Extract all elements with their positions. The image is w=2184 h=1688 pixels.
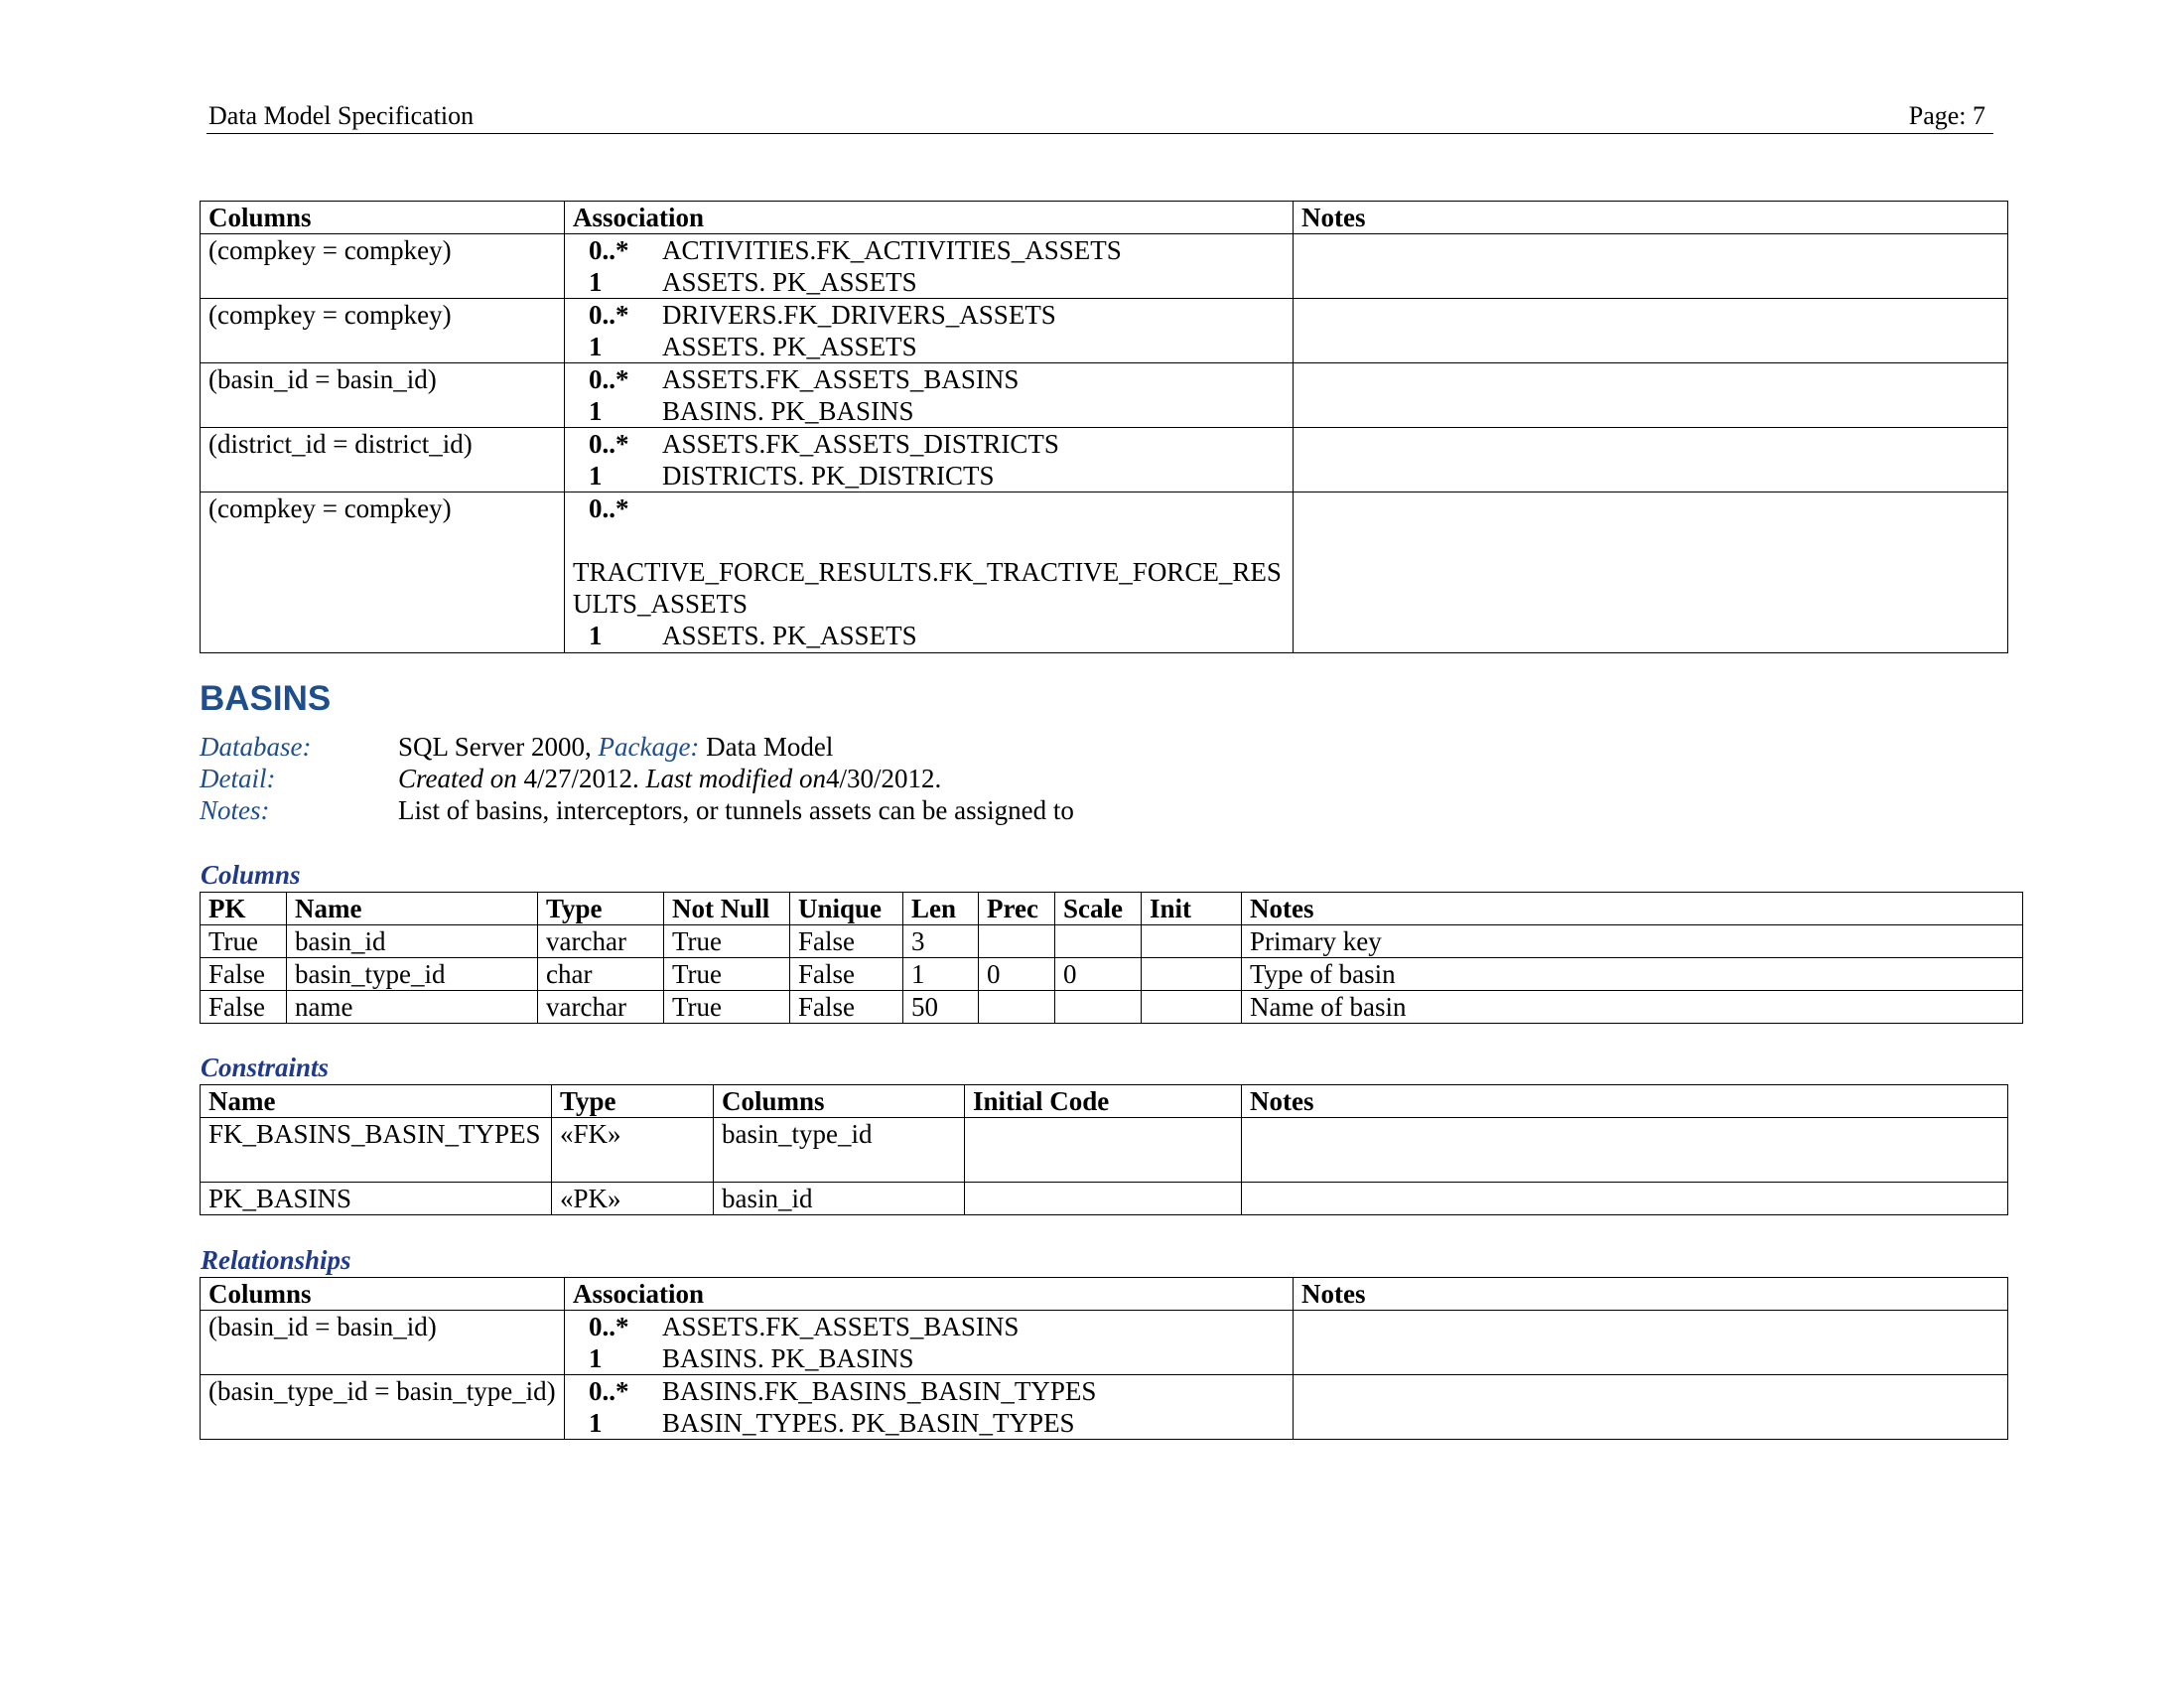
relationship-notes [1294,234,2008,299]
relationship-notes [1294,1311,2008,1375]
table-cell: True [664,958,790,991]
column-header: Name [287,893,538,925]
association-name: ASSETS. PK_ASSETS [662,621,917,650]
columns-table [200,892,2023,1024]
table-cell [1242,1118,2008,1183]
relationship-columns: (basin_id = basin_id) [201,1311,565,1375]
relationship-association [565,428,1294,492]
table-row [201,428,2008,492]
association-name: TRACTIVE_FORCE_RESULTS.FK_TRACTIVE_FORCE_RESULTS_ASSETS [573,557,1282,619]
multiplicity: 0..* [589,493,629,523]
association-name: ASSETS.FK_ASSETS_DISTRICTS [662,429,1059,459]
relationship-notes [1294,299,2008,363]
table-cell: varchar [538,925,664,958]
table-cell: FK_BASINS_BASIN_TYPES [201,1118,552,1183]
table-row [201,991,2023,1024]
multiplicity: 1 [589,267,603,297]
table-cell [979,925,1055,958]
column-header: Name [201,1085,552,1118]
association-name: ACTIVITIES.FK_ACTIVITIES_ASSETS [662,235,1122,265]
relationship-columns: (basin_id = basin_id) [201,363,565,428]
table-cell: Primary key [1242,925,2023,958]
detail-label: Detail: [200,764,276,793]
column-header: Columns [201,202,565,234]
association-name: ASSETS. PK_ASSETS [662,332,917,361]
column-header: Len [903,893,979,925]
created-label: Created on [398,764,517,793]
relationship-association [565,1375,1294,1440]
relationship-association [565,234,1294,299]
table-metadata [200,731,1074,826]
notes-value: List of basins, interceptors, or tunnels assets can be assigned to [398,795,1074,825]
table-row [201,925,2023,958]
column-header: Notes [1242,893,2023,925]
table-cell [1142,925,1242,958]
column-header: Columns [201,1278,565,1311]
column-header: Scale [1055,893,1142,925]
column-header: Initial Code [965,1085,1242,1118]
table-cell [965,1118,1242,1183]
top-relationships-table [200,201,2008,653]
table-cell: varchar [538,991,664,1024]
relationship-association [565,1311,1294,1375]
column-header: Association [565,1278,1294,1311]
multiplicity: 0..* [589,429,629,459]
columns-heading: Columns [201,860,301,890]
created-value: 4/27/2012. [516,764,646,793]
table-header-row [201,1085,2008,1118]
column-header: Unique [790,893,903,925]
column-header: Type [552,1085,714,1118]
table-row [201,363,2008,428]
column-header: Columns [714,1085,965,1118]
table-header-row [201,202,2008,234]
table-cell [979,991,1055,1024]
column-header: Prec [979,893,1055,925]
constraints-table [200,1084,2008,1215]
table-row [201,958,2023,991]
detail-row [200,763,1074,794]
multiplicity: 0..* [589,300,629,330]
table-cell: name [287,991,538,1024]
multiplicity: 0..* [589,235,629,265]
table-cell: False [201,958,287,991]
table-cell: False [201,991,287,1024]
table-cell: Name of basin [1242,991,2023,1024]
table-header-row [201,893,2023,925]
table-row [201,1183,2008,1215]
table-cell: «PK» [552,1183,714,1215]
table-cell: Type of basin [1242,958,2023,991]
table-cell: 0 [1055,958,1142,991]
table-cell [1142,958,1242,991]
table-cell: basin_type_id [287,958,538,991]
relationship-notes [1294,428,2008,492]
table-cell: char [538,958,664,991]
association-name: BASINS. PK_BASINS [662,396,914,426]
table-cell: basin_id [714,1183,965,1215]
relationship-association [565,363,1294,428]
table-cell: basin_type_id [714,1118,965,1183]
association-name: DISTRICTS. PK_DISTRICTS [662,461,995,491]
table-header-row [201,1278,2008,1311]
database-row [200,731,1074,763]
table-cell: 0 [979,958,1055,991]
association-name: BASINS. PK_BASINS [662,1343,914,1373]
column-header: Notes [1294,202,2008,234]
relationship-notes [1294,492,2008,653]
multiplicity: 1 [589,461,603,491]
table-cell: True [664,925,790,958]
column-header: Notes [1294,1278,2008,1311]
association-name: ASSETS.FK_ASSETS_BASINS [662,364,1020,394]
table-row [201,1118,2008,1183]
table-cell [1055,925,1142,958]
table-cell: False [790,991,903,1024]
table-cell: False [790,958,903,991]
relationship-columns: (compkey = compkey) [201,299,565,363]
relationship-columns: (basin_type_id = basin_type_id) [201,1375,565,1440]
relationship-columns: (compkey = compkey) [201,492,565,653]
table-row [201,1311,2008,1375]
association-name: DRIVERS.FK_DRIVERS_ASSETS [662,300,1056,330]
relationships-heading: Relationships [201,1245,351,1275]
multiplicity: 1 [589,1408,603,1438]
relationship-notes [1294,1375,2008,1440]
multiplicity: 0..* [589,364,629,394]
table-cell: 1 [903,958,979,991]
column-header: PK [201,893,287,925]
table-cell: True [664,991,790,1024]
table-cell [1055,991,1142,1024]
multiplicity: 1 [589,396,603,426]
database-label: Database: [200,732,312,762]
section-title: BASINS [200,679,332,718]
modified-label: Last modified on [645,764,827,793]
page-number: Page: 7 [1908,101,1985,130]
package-label: Package: [598,732,700,762]
relationships-table [200,1277,2008,1440]
table-cell: 50 [903,991,979,1024]
column-header: Init [1142,893,1242,925]
table-cell [1142,991,1242,1024]
relationship-association [565,299,1294,363]
notes-label: Notes: [200,795,270,825]
relationship-association [565,492,1294,653]
page-header [206,99,1993,134]
association-name: BASIN_TYPES. PK_BASIN_TYPES [662,1408,1075,1438]
package-value: Data Model [699,732,834,762]
association-name: BASINS.FK_BASINS_BASIN_TYPES [662,1376,1097,1406]
multiplicity: 1 [589,621,603,650]
multiplicity: 1 [589,332,603,361]
relationship-notes [1294,363,2008,428]
multiplicity: 0..* [589,1376,629,1406]
column-header: Not Null [664,893,790,925]
table-row [201,1375,2008,1440]
modified-value: 4/30/2012. [826,764,942,793]
association-name: ASSETS.FK_ASSETS_BASINS [662,1312,1020,1341]
table-cell: «FK» [552,1118,714,1183]
table-cell: 3 [903,925,979,958]
database-value: SQL Server 2000, [398,732,599,762]
document-title: Data Model Specification [208,101,475,130]
table-cell [1242,1183,2008,1215]
column-header: Association [565,202,1294,234]
multiplicity: 0..* [589,1312,629,1341]
column-header: Notes [1242,1085,2008,1118]
constraints-heading: Constraints [201,1053,330,1082]
relationship-columns: (district_id = district_id) [201,428,565,492]
multiplicity: 1 [589,1343,603,1373]
table-cell [965,1183,1242,1215]
table-row [201,492,2008,653]
table-cell: PK_BASINS [201,1183,552,1215]
table-cell: basin_id [287,925,538,958]
table-cell: True [201,925,287,958]
relationship-columns: (compkey = compkey) [201,234,565,299]
table-cell: False [790,925,903,958]
table-row [201,234,2008,299]
column-header: Type [538,893,664,925]
association-name: ASSETS. PK_ASSETS [662,267,917,297]
notes-row [200,794,1074,826]
table-row [201,299,2008,363]
